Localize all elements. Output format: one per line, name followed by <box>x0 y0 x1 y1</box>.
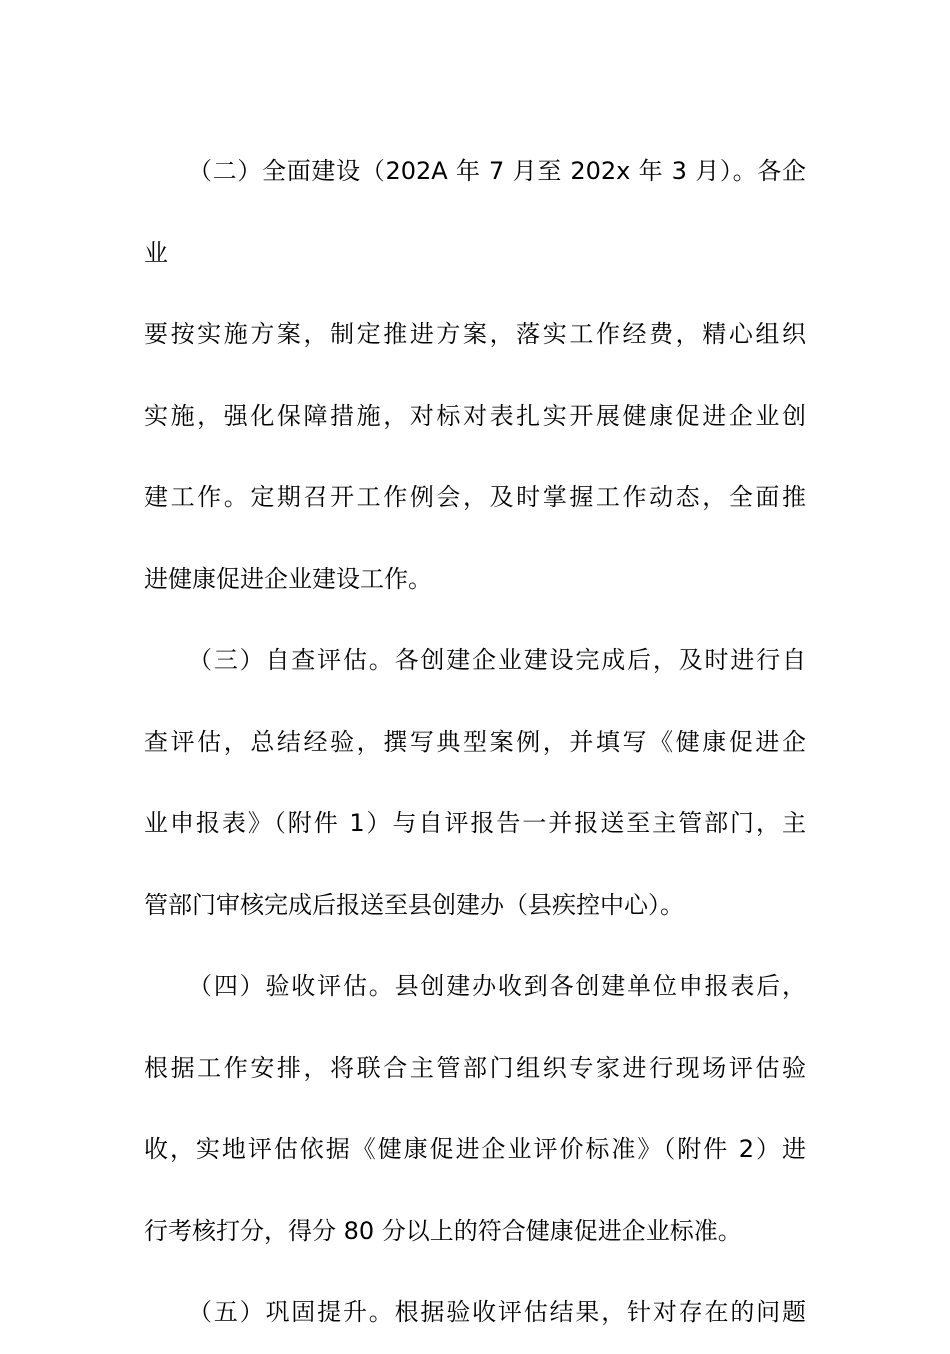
paragraph-line: （二）全面建设（202A 年 7 月至 202x 年 3 月）。各企业 <box>144 157 806 267</box>
paragraph-line: 业申报表》（附件 1）与自评报告一并报送至主管部门，主 <box>144 809 806 837</box>
paragraph-line: （三）自查评估。各创建企业建设完成后，及时进行自 <box>188 646 806 674</box>
paragraph-line: （四）验收评估。县创建办收到各创建单位申报表后， <box>188 972 806 1000</box>
paragraph-line: 建工作。定期召开工作例会，及时掌握工作动态，全面推 <box>144 483 806 511</box>
paragraph-line: 收，实地评估依据《健康促进企业评价标准》（附件 2）进 <box>144 1135 806 1163</box>
paragraph-line: 实施，强化保障措施，对标对表扎实开展健康促进企业创 <box>144 401 806 430</box>
paragraph-line: 行考核打分，得分 80 分以上的符合健康促进企业标准。 <box>144 1216 742 1245</box>
paragraph-line: （五）巩固提升。根据验收评估结果，针对存在的问题 <box>188 1298 806 1326</box>
paragraph-line: 管部门审核完成后报送至县创建办（县疾控中心）。 <box>144 890 684 919</box>
document-body <box>144 131 806 1354</box>
paragraph-line: 进健康促进企业建设工作。 <box>144 564 432 593</box>
paragraph-self-assessment <box>144 620 806 946</box>
paragraph-line: 根据工作安排，将联合主管部门组织专家进行现场评估验 <box>144 1053 806 1082</box>
paragraph-line: 要按实施方案，制定推进方案，落实工作经费，精心组织 <box>144 320 806 348</box>
paragraph-consolidation <box>144 1272 806 1354</box>
paragraph-full-construction <box>144 131 806 620</box>
paragraph-acceptance-assessment <box>144 946 806 1272</box>
paragraph-line: 查评估，总结经验，撰写典型案例，并填写《健康促进企 <box>144 727 806 756</box>
